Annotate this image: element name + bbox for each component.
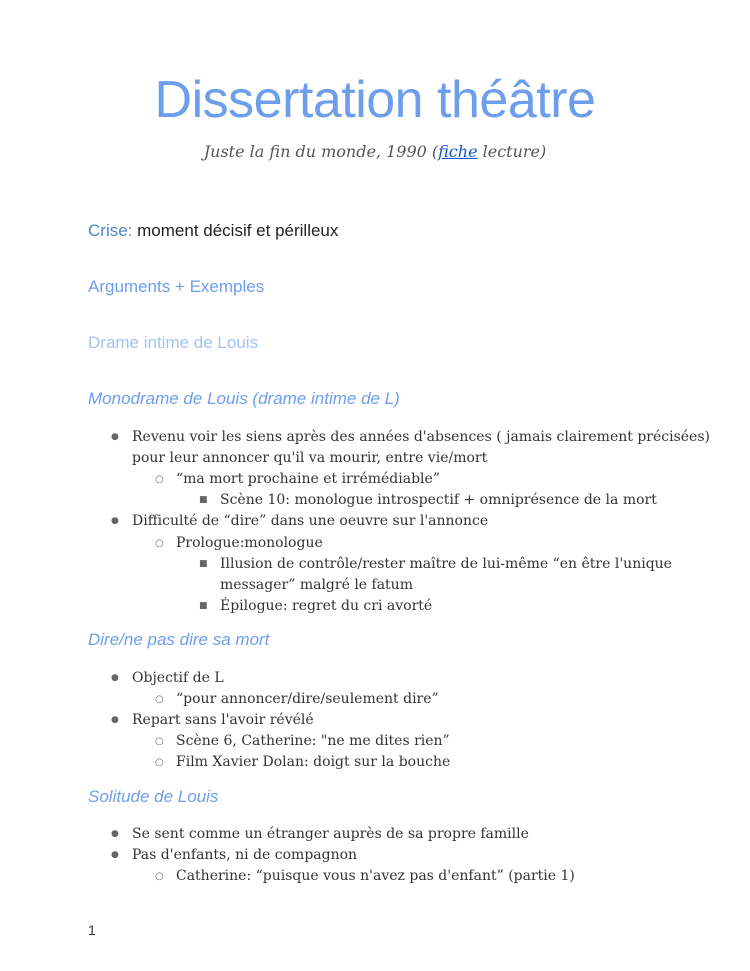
document-title: Dissertation théâtre (154, 71, 596, 129)
section-heading-solitude: Solitude de Louis (88, 787, 219, 806)
list-item: ● Se sent comme un étranger auprès de sa propre famille (132, 824, 529, 845)
list-item: ○ Film Xavier Dolan: doigt sur la bouche (176, 752, 450, 773)
section-heading-dire: Dire/ne pas dire sa mort (88, 630, 270, 649)
crise-label: Crise: (88, 221, 133, 240)
arguments-heading: Arguments + Exemples (88, 277, 265, 296)
crise-definition (88, 221, 338, 241)
list-item: ● Pas d'enfants, ni de compagnon (132, 845, 357, 866)
crise-text: moment décisif et périlleux (132, 221, 339, 240)
list-item: ● Objectif de L (132, 668, 224, 689)
section-heading-monodrame: Monodrame de Louis (drame intime de L) (88, 389, 400, 408)
page-number: 1 (88, 922, 96, 938)
fiche-link[interactable]: fiche (438, 142, 478, 161)
document-subtitle (0, 142, 750, 161)
list-item: ○ “ma mort prochaine et irrémédiable” (176, 469, 440, 490)
list-item: ○ Catherine: “puisque vous n'avez pas d'enfant” (partie 1) (176, 866, 575, 887)
list-item: ○ Prologue:monologue (176, 533, 323, 554)
list-item-continued: messager” malgré le fatum (220, 577, 413, 593)
list-item-continued: pour leur annoncer qu'il va mourir, entre vie/mort (132, 450, 488, 466)
list-item: ● Revenu voir les siens après des années d'absences ( jamais clairement précisées) (132, 427, 710, 448)
subtitle-text-end: lecture) (477, 142, 547, 161)
list-item: ● Repart sans l'avoir révélé (132, 710, 314, 731)
list-item: ○ Scène 6, Catherine: "ne me dites rien” (176, 731, 450, 752)
list-item: ■ Épilogue: regret du cri avorté (220, 596, 432, 617)
list-item: ● Difficulté de “dire” dans une oeuvre sur l'annonce (132, 511, 488, 532)
list-item: ■ Scène 10: monologue introspectif + omniprésence de la mort (220, 490, 657, 511)
drame-heading: Drame intime de Louis (88, 333, 259, 352)
list-item: ○ “pour annoncer/dire/seulement dire” (176, 689, 439, 710)
subtitle-text: Juste la fin du monde, 1990 ( (203, 142, 439, 161)
list-item: ■ Illusion de contrôle/rester maître de lui-même “en être l'unique (220, 554, 672, 575)
